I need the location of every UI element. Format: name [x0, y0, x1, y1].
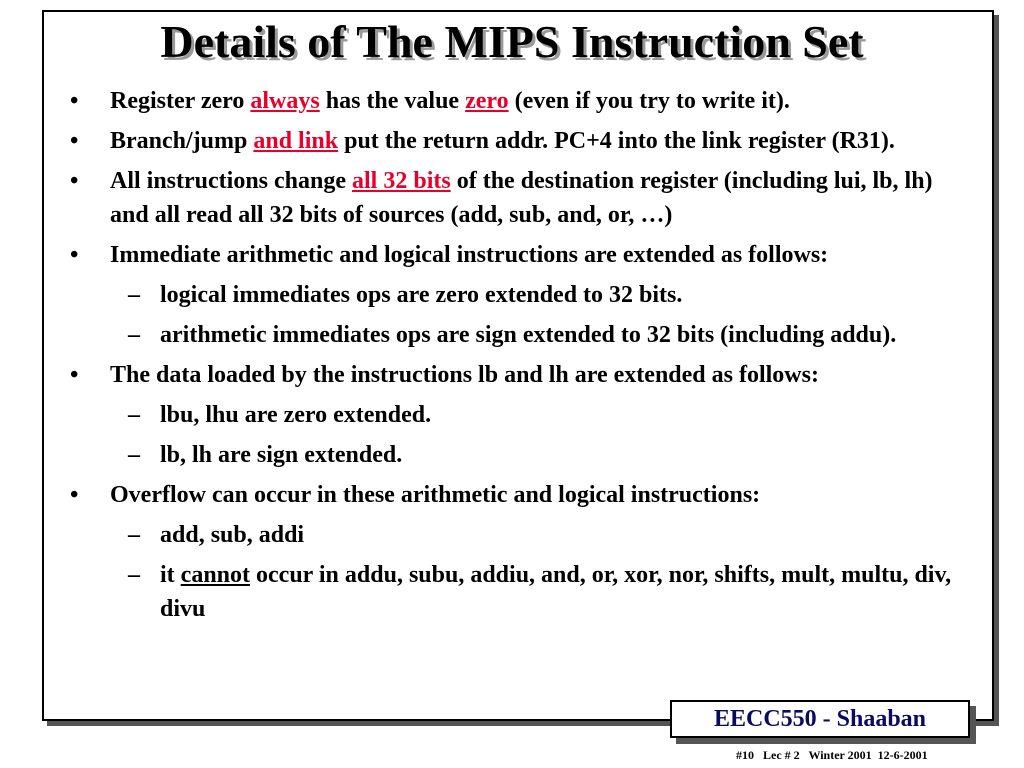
bullet-marker: •	[70, 88, 79, 114]
text-run: Register zero	[110, 88, 251, 114]
text-run: add, sub, addi	[160, 522, 305, 548]
dash-marker: –	[128, 402, 140, 428]
bullet-text	[160, 398, 973, 432]
sub-bullet-item	[68, 438, 973, 472]
bullet-item	[68, 358, 973, 392]
emphasis-text: always	[250, 88, 320, 114]
text-run: arithmetic immediates ops are sign extended to 32 bits (including addu).	[160, 322, 897, 348]
text-run: All instructions change	[110, 168, 353, 194]
sub-bullet-item	[68, 278, 973, 312]
sub-bullet-item	[68, 318, 973, 352]
dash-marker: –	[128, 322, 140, 348]
dash-marker: –	[128, 282, 140, 308]
bullet-item	[68, 124, 973, 158]
dash-marker: –	[128, 562, 140, 588]
text-run: logical immediates ops are zero extended to 32 bits.	[160, 282, 683, 308]
text-run: Overflow can occur in these arithmetic and logical instructions:	[110, 482, 761, 508]
text-run: occur in addu, subu, addiu, and, or, xor, nor, shifts, mult, multu, div, divu	[160, 562, 952, 622]
bullet-text	[110, 238, 973, 272]
bullet-text	[160, 438, 973, 472]
bullet-text	[160, 318, 973, 352]
text-run: (even if you try to write it).	[508, 88, 790, 114]
course-badge: EECC550 - Shaaban	[670, 700, 970, 738]
emphasis-text: zero	[465, 88, 509, 114]
bullet-text	[160, 558, 973, 626]
bullet-list	[68, 84, 973, 632]
bullet-item	[68, 478, 973, 512]
text-run: put the return addr. PC+4 into the link register (R31).	[338, 128, 895, 154]
bullet-item	[68, 164, 973, 232]
sub-bullet-item	[68, 558, 973, 626]
bullet-marker: •	[70, 242, 79, 268]
slide-footer: #10 Lec # 2 Winter 2001 12-6-2001	[736, 748, 928, 762]
bullet-text	[110, 84, 973, 118]
text-run: it	[160, 562, 181, 588]
bullet-marker: •	[70, 128, 79, 154]
dash-marker: –	[128, 442, 140, 468]
text-run: lb, lh are sign extended.	[160, 442, 403, 468]
text-run: of the destination register (including lui, lb, lh) and all read all 32 bits of sources (add, sub, and, or, …)	[110, 168, 933, 228]
bullet-text	[110, 124, 973, 158]
dash-marker: –	[128, 522, 140, 548]
text-run: has the value	[319, 88, 466, 114]
bullet-text	[110, 478, 973, 512]
bullet-item	[68, 84, 973, 118]
bullet-marker: •	[70, 362, 79, 388]
bullet-item	[68, 238, 973, 272]
emphasis-text: all 32 bits	[352, 168, 451, 194]
text-run: lbu, lhu are zero extended.	[160, 402, 432, 428]
emphasis-text: cannot	[180, 562, 251, 588]
text-run: The data loaded by the instructions lb and lh are extended as follows:	[110, 362, 819, 388]
bullet-text	[160, 518, 973, 552]
bullet-text	[110, 164, 973, 232]
bullet-marker: •	[70, 168, 79, 194]
bullet-text	[110, 358, 973, 392]
text-run: Branch/jump	[110, 128, 254, 154]
sub-bullet-item	[68, 398, 973, 432]
bullet-marker: •	[70, 482, 79, 508]
bullet-text	[160, 278, 973, 312]
sub-bullet-item	[68, 518, 973, 552]
slide-title: Details of The MIPS Instruction Set	[160, 16, 864, 67]
text-run: Immediate arithmetic and logical instructions are extended as follows:	[110, 242, 829, 268]
emphasis-text: and link	[253, 128, 339, 154]
